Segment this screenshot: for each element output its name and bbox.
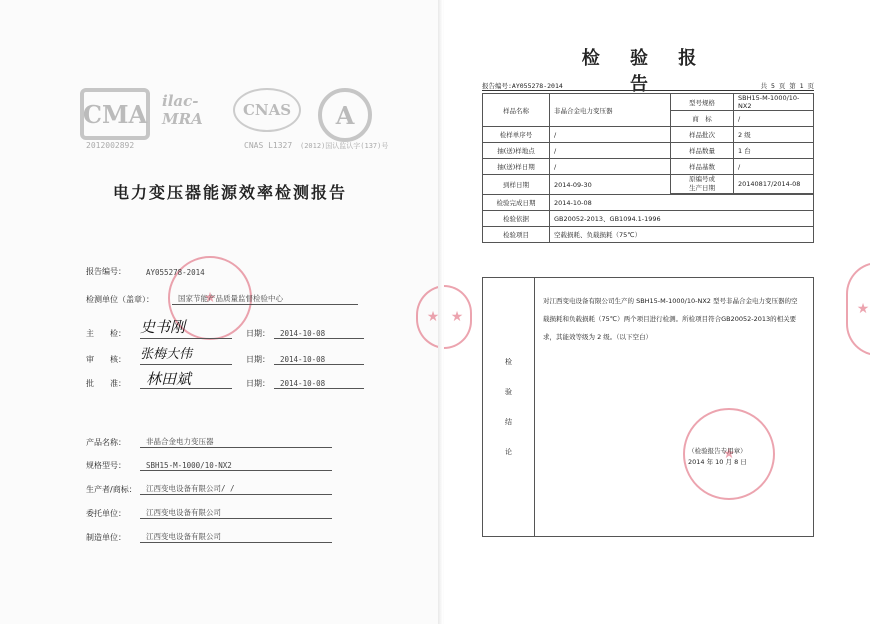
table-cell: / xyxy=(734,159,814,175)
table-cell: / xyxy=(550,127,671,143)
table-cell: 样品基数 xyxy=(671,159,734,175)
testing-unit: 国家节能产品质量监督检验中心 xyxy=(172,293,358,305)
product-name: 非晶合金电力变压器 xyxy=(140,436,332,448)
producer-value: 江西变电设备有限公司/ / xyxy=(140,483,332,495)
maker-row xyxy=(86,530,332,544)
table-cell: 抽(送)样地点 xyxy=(483,143,550,159)
conclusion-label xyxy=(483,278,535,536)
table-cell: SBH15-M-1000/10-NX2 xyxy=(734,94,814,111)
conclusion-box xyxy=(482,277,814,537)
chief-inspector-label: 主 检： xyxy=(86,328,126,338)
table-cell: 1 台 xyxy=(734,143,814,159)
reviewer-date: 2014-10-08 xyxy=(274,353,364,365)
table-row xyxy=(483,175,814,194)
reviewer-label: 审 核： xyxy=(86,354,126,364)
producer-row xyxy=(86,482,332,496)
table-cell: 样品名称 xyxy=(483,94,550,127)
table-cell: 检样单序号 xyxy=(483,127,550,143)
model-label: 规格型号： xyxy=(86,460,126,470)
ilac-mra-logo: ilac-MRA xyxy=(162,92,203,128)
reviewer-row xyxy=(86,352,364,366)
report-number: AY055278-2014 xyxy=(146,267,205,277)
report-number-row xyxy=(86,264,226,278)
table-cell: 样品批次 xyxy=(671,127,734,143)
approver-signature: 林田斌 xyxy=(146,370,192,388)
client-row xyxy=(86,506,332,520)
cma-logo: CMA xyxy=(80,88,150,140)
date-label: 日期： xyxy=(246,328,270,338)
cal-code: (2012)国认监认字(137)号 xyxy=(300,142,389,150)
cal-logo: A xyxy=(318,88,372,142)
table-row xyxy=(483,211,814,227)
date-label: 日期： xyxy=(246,378,270,388)
table-cell: 检验项目 xyxy=(483,227,550,243)
cnas-logo: CNAS xyxy=(233,88,301,132)
table-cell: 检验完成日期 xyxy=(483,195,550,211)
table-row xyxy=(483,195,814,211)
approver-row xyxy=(86,376,364,390)
report-title: 电力变压器能源效率检测报告 xyxy=(112,183,347,202)
table-cell: / xyxy=(550,159,671,175)
model-value: SBH15-M-1000/10-NX2 xyxy=(140,459,332,471)
product-row xyxy=(86,435,332,449)
inspection-report-title: 检 验 报 告 xyxy=(581,48,709,95)
testing-unit-row xyxy=(86,292,358,306)
table-cell: GB20052-2013、GB1094.1-1996 xyxy=(550,211,814,227)
table-cell: 2014-09-30 xyxy=(550,175,671,195)
chief-inspector-row xyxy=(86,326,364,340)
client-value: 江西变电设备有限公司 xyxy=(140,507,332,519)
chief-inspector-signature: 史书刚 xyxy=(140,318,186,336)
approver-label: 批 准： xyxy=(86,378,126,388)
table-row xyxy=(483,94,814,111)
report-number: 报告编号:AY055278-2014 xyxy=(482,82,563,90)
client-label: 委托单位： xyxy=(86,508,126,518)
conclusion-text: 对江西变电设备有限公司生产的 SBH15-M-1000/10-NX2 型号非晶合金电力变压器的空载损耗和负载损耗（75℃）两个项目进行检测。所检项目符合GB20052-2013的相关要求，其能效等级为 2 级。（以下空白） xyxy=(543,297,798,341)
table-row xyxy=(483,227,814,243)
maker-value: 江西变电设备有限公司 xyxy=(140,531,332,543)
product-label: 产品名称： xyxy=(86,437,126,447)
conclusion-char: 检 xyxy=(505,358,512,366)
cnas-code: CNAS L1327 xyxy=(244,141,293,150)
table-cell: 原编号或 生产日期 xyxy=(671,175,734,194)
sample-info-table xyxy=(482,93,814,243)
stamp-caption xyxy=(688,446,747,468)
table-cell: 到样日期 xyxy=(483,175,550,195)
table-row xyxy=(483,159,814,175)
table-cell: 抽(送)样日期 xyxy=(483,159,550,175)
maker-label: 制造单位： xyxy=(86,532,126,542)
table-cell: 20140817/2014-08 xyxy=(734,175,814,194)
conclusion-char: 验 xyxy=(505,388,512,396)
table-row xyxy=(483,143,814,159)
table-cell: / xyxy=(734,111,814,127)
conclusion-char: 结 xyxy=(505,418,512,426)
date-label: 日期： xyxy=(246,354,270,364)
table-cell: 型号规格 xyxy=(671,94,734,111)
report-number-label: 报告编号： xyxy=(86,266,126,276)
reviewer-signature: 张梅大伟 xyxy=(140,347,193,362)
table-cell: 空载损耗、负载损耗（75℃） xyxy=(550,227,814,243)
conclusion-char: 论 xyxy=(505,448,512,456)
stamp-note: （检验报告专用章） xyxy=(688,447,747,455)
approver-date: 2014-10-08 xyxy=(274,377,364,389)
report-header xyxy=(482,81,814,90)
table-cell: 商 标 xyxy=(671,111,734,127)
chief-inspector-date: 2014-10-08 xyxy=(274,327,364,339)
model-row xyxy=(86,458,332,472)
table-cell: 检验依据 xyxy=(483,211,550,227)
table-cell: / xyxy=(550,143,671,159)
table-row xyxy=(483,127,814,143)
page-info: 共 5 页 第 1 页 xyxy=(760,82,814,90)
header-rule xyxy=(482,90,814,91)
table-cell: 2014-10-08 xyxy=(550,195,814,211)
table-cell: 2 级 xyxy=(734,127,814,143)
cma-code: 2012002892 xyxy=(86,141,135,150)
stamp-date: 2014 年 10 月 8 日 xyxy=(688,458,747,466)
testing-unit-label: 检测单位（盖章）： xyxy=(86,294,154,304)
table-cell: 非晶合金电力变压器 xyxy=(550,94,671,127)
producer-label: 生产者/商标： xyxy=(86,484,137,494)
table-cell: 样品数量 xyxy=(671,143,734,159)
